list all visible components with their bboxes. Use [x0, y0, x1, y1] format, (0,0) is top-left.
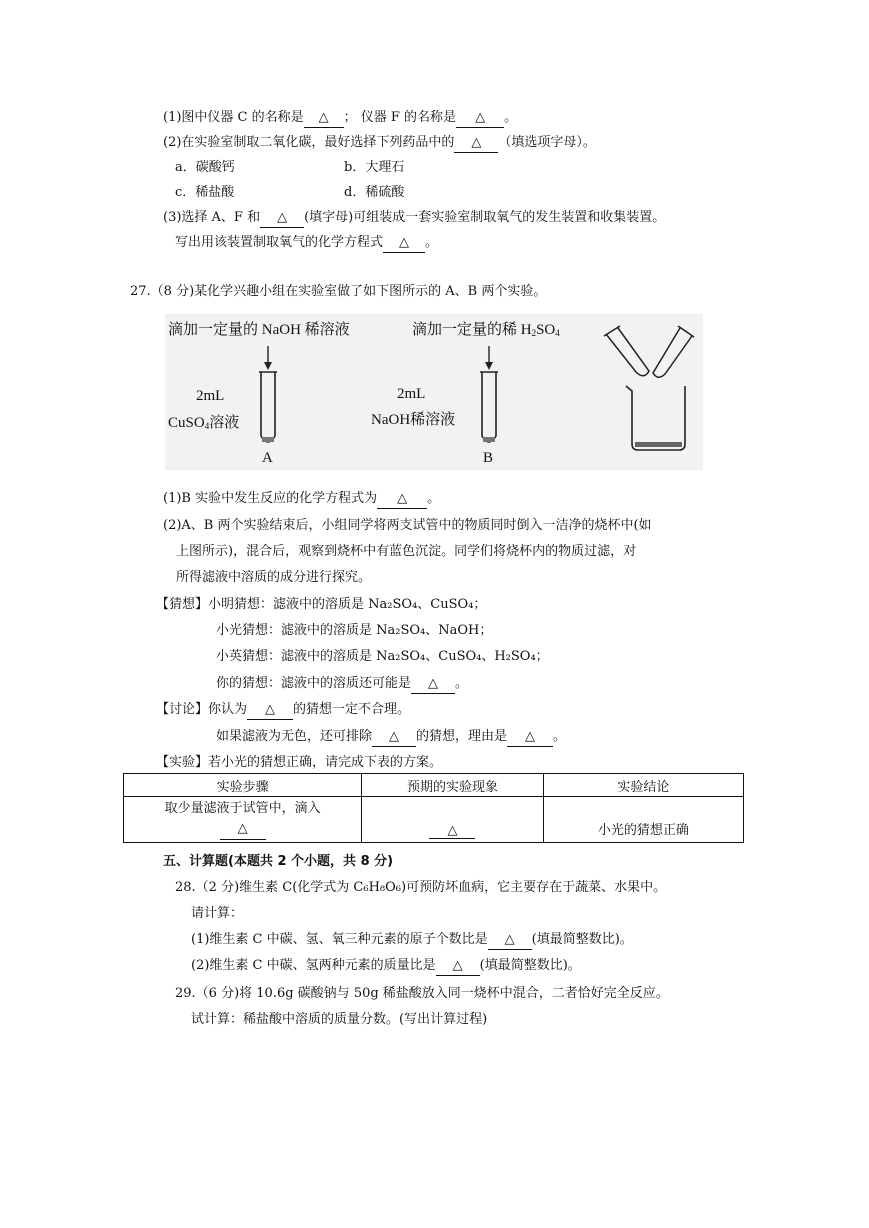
option-a: a．碳酸钙: [175, 160, 235, 175]
test-tube-a: [259, 346, 277, 442]
tube-a-label: A: [262, 450, 273, 466]
guess-section: 【猜想】小明猜想：滤液中的溶质是 Na₂SO₄、CuSO₄；: [156, 597, 487, 612]
answer-blank[interactable]: △: [454, 134, 498, 153]
table-cell-phenomenon: [362, 797, 543, 843]
q26-part1: (1)图中仪器 C 的名称是 △ ； 仪器 F 的名称是 △ 。: [163, 109, 517, 128]
answer-blank[interactable]: △: [377, 490, 427, 509]
table-cell-step: 取少量滤液于试管中，滴入 △: [124, 797, 362, 843]
guess-xiaoguang: 小光猜想：滤液中的溶质是 Na₂SO₄、NaOH；: [216, 623, 493, 638]
option-c: c．稀盐酸: [175, 185, 235, 200]
tube-a-instruction: 滴加一定量的 NaOH 稀溶液: [168, 322, 350, 338]
answer-blank[interactable]: △: [247, 701, 293, 720]
answer-blank[interactable]: △: [488, 931, 532, 950]
tube-b-volume: 2mL: [397, 386, 426, 402]
q29-line2: 试计算：稀盐酸中溶质的质量分数。(写出计算过程): [191, 1012, 488, 1027]
tube-a-volume: 2mL: [196, 388, 225, 404]
answer-blank[interactable]: △: [383, 234, 425, 253]
experiment-figure: [165, 314, 703, 470]
discussion-section: 【讨论】你认为 △ 的猜想一定不合理。: [156, 701, 410, 720]
q27-intro: 27.（8 分)某化学兴趣小组在实验室做了如下图所示的 A、B 两个实验。: [130, 284, 547, 299]
answer-blank[interactable]: △: [456, 109, 504, 128]
answer-blank[interactable]: △: [429, 823, 475, 839]
answer-blank[interactable]: △: [507, 728, 553, 747]
q28-part1: (1)维生素 C 中碳、氢、氧三种元素的原子个数比是 △ (填最简整数比)。: [191, 931, 633, 950]
tube-b-label: B: [483, 450, 494, 466]
answer-blank[interactable]: △: [304, 109, 344, 128]
tube-b-instruction: 滴加一定量的稀 $H_2SO_4$: [412, 322, 560, 338]
guess-yours: 你的猜想：滤液中的溶质还可能是 △ 。: [216, 675, 468, 694]
table-header: 实验结论: [543, 774, 743, 797]
discussion-exclude: 如果滤液为无色，还可排除 △ 的猜想，理由是 △ 。: [216, 728, 566, 747]
q29-line1: 29.（6 分)将 10.6g 碳酸钠与 50g 稀盐酸放入同一烧杯中混合，二者恰好完全反应。: [175, 986, 669, 1001]
answer-blank[interactable]: △: [411, 675, 455, 694]
guess-xiaoying: 小英猜想：滤液中的溶质是 Na₂SO₄、CuSO₄、H₂SO₄；: [216, 649, 549, 664]
table-header: 实验步骤: [124, 774, 362, 797]
q26-part3: (3)选择 A、F 和 △ (填字母)可组装成一套实验室制取氧气的发生装置和收集装置。: [163, 209, 665, 228]
answer-blank[interactable]: △: [436, 957, 480, 976]
q28-line2: 请计算：: [191, 906, 244, 921]
beaker: [626, 386, 685, 450]
table-row: [124, 797, 744, 843]
tube-a-solution: CuSO$_4$溶液: [168, 415, 240, 431]
q27-part2-line2: 上图所示)，混合后，观察到烧杯中有蓝色沉淀。同学们将烧杯内的物质过滤，对: [176, 544, 637, 559]
q26-part3-equation: 写出用该装置制取氧气的化学方程式 △ 。: [175, 234, 438, 253]
answer-blank[interactable]: △: [260, 209, 304, 228]
option-b: b．大理石: [344, 160, 405, 175]
q28-line1: 28.（2 分)维生素 C(化学式为 C₆H₈O₆)可预防坏血病，它主要存在于蔬菜、水果中。: [175, 880, 667, 895]
q27-part2-line3: 所得滤液中溶质的成分进行探究。: [176, 570, 372, 585]
table-cell-conclusion: 小光的猜想正确: [543, 797, 743, 843]
table-header-row: [124, 774, 744, 797]
q28-part2: (2)维生素 C 中碳、氢两种元素的质量比是 △ (填最简整数比)。: [191, 957, 581, 976]
table-header: 预期的实验现象: [362, 774, 543, 797]
answer-blank[interactable]: △: [220, 819, 266, 840]
tube-b-solution: NaOH稀溶液: [371, 412, 456, 428]
experiment-table: [123, 773, 744, 843]
pouring-tubes: [604, 326, 694, 377]
section-title: 五、计算题(本题共 2 个小题，共 8 分): [163, 854, 394, 869]
q27-part1: (1)B 实验中发生反应的化学方程式为 △ 。: [163, 490, 440, 509]
test-tube-b: [480, 346, 498, 442]
experiment-section: 【实验】若小光的猜想正确，请完成下表的方案。: [156, 755, 443, 770]
option-d: d．稀硫酸: [344, 185, 405, 200]
q26-part2: (2)在实验室制取二氧化碳，最好选择下列药品中的 △ （填选项字母）。: [163, 134, 596, 153]
answer-blank[interactable]: △: [372, 728, 416, 747]
q27-part2-line1: (2)A、B 两个实验结束后，小组同学将两支试管中的物质同时倒入一洁净的烧杯中(如: [163, 518, 652, 533]
